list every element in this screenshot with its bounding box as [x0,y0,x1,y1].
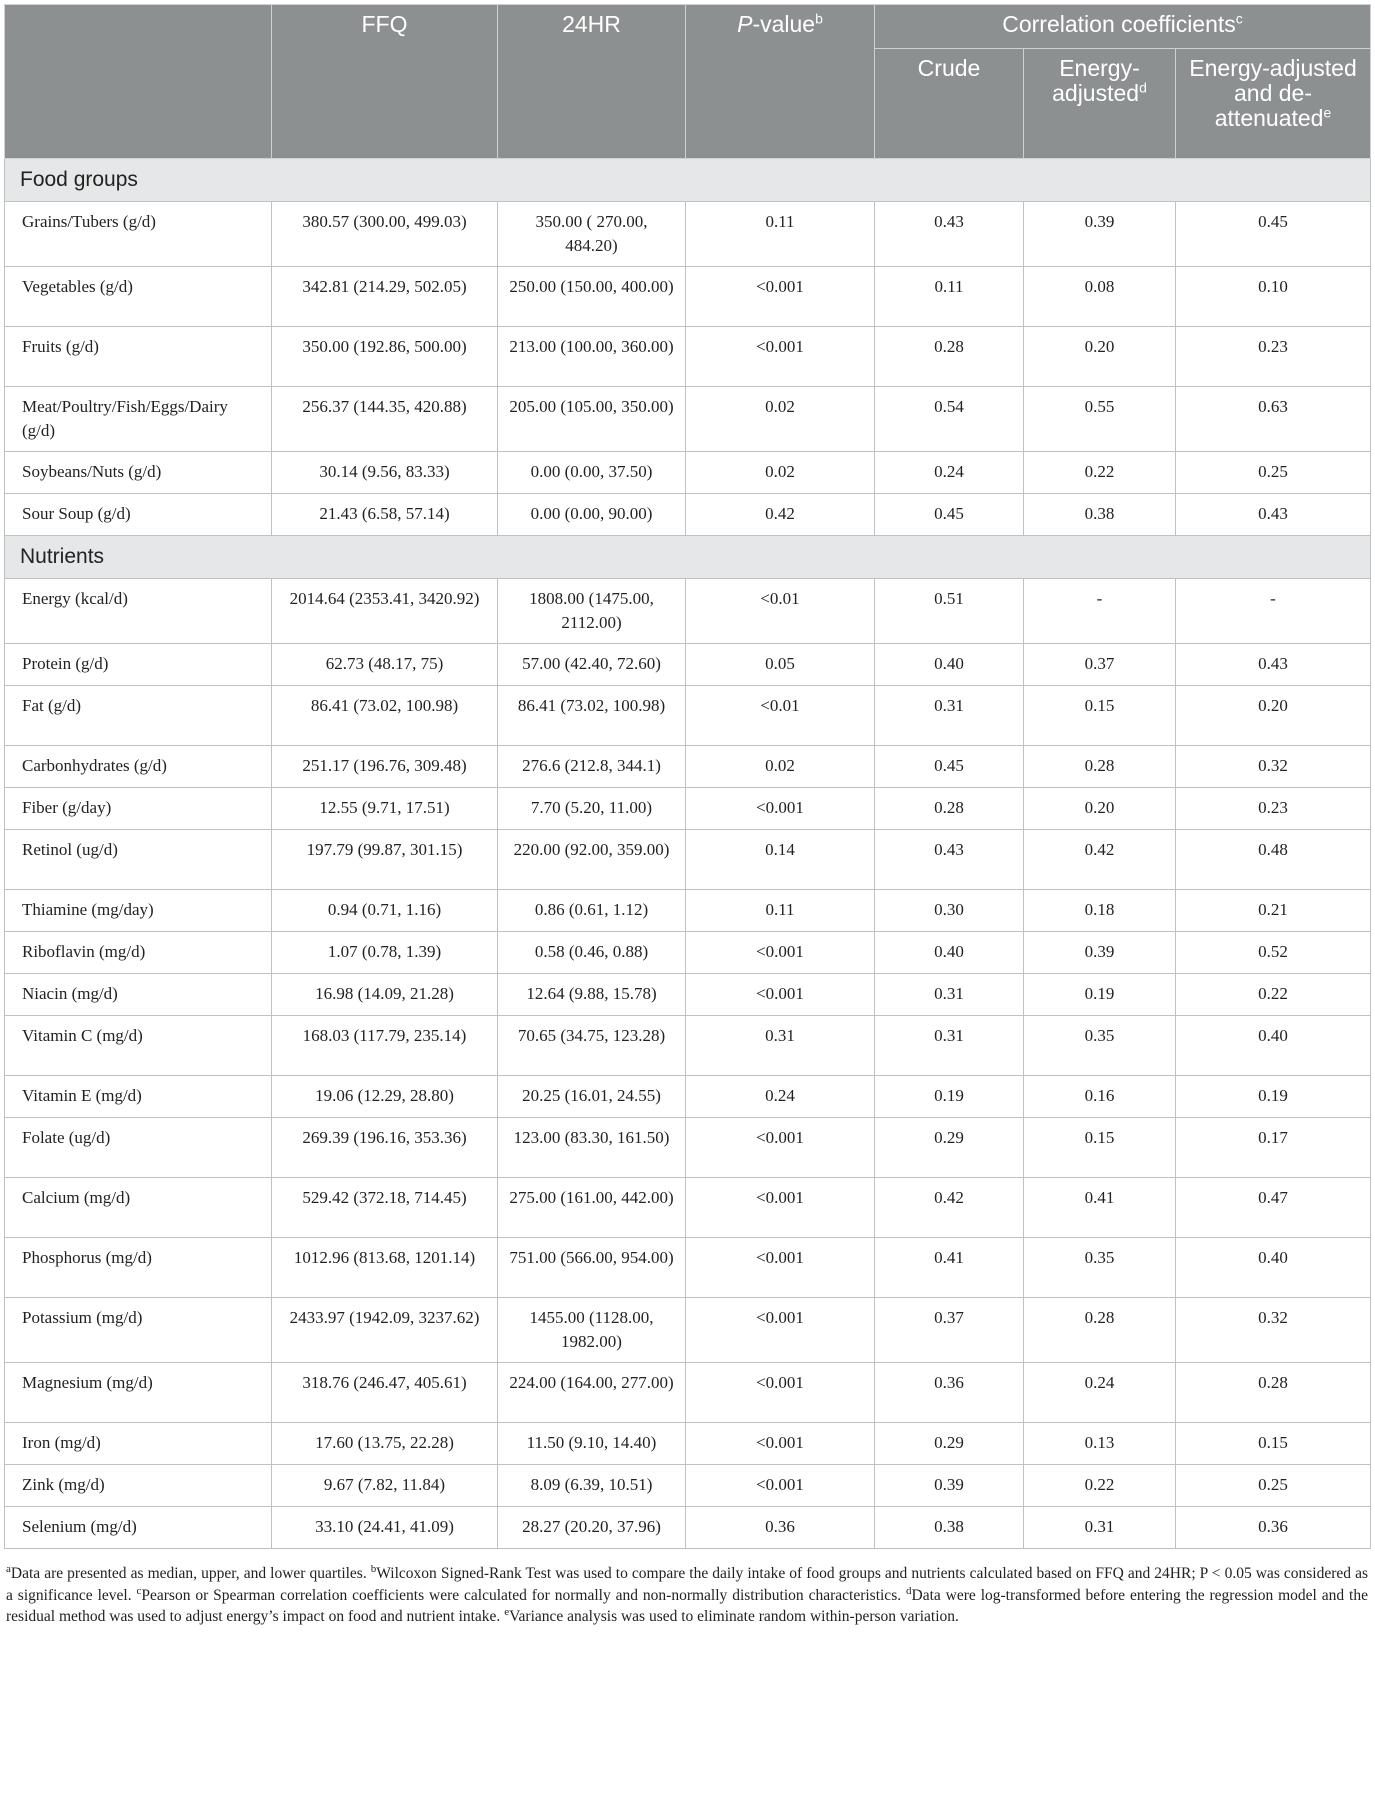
ffq-value: 9.67 (7.82, 11.84) [272,1465,498,1507]
energy-adjusted-coefficient: 0.31 [1024,1507,1176,1549]
24hr-value: 57.00 (42.40, 72.60) [498,644,686,686]
24hr-value: 350.00 ( 270.00, 484.20) [498,202,686,267]
ffq-value: 256.37 (144.35, 420.88) [272,387,498,452]
crude-coefficient: 0.11 [875,267,1024,327]
table-row [5,974,1371,1016]
row-label: Calcium (mg/d) [5,1178,272,1238]
section-row [5,536,1371,579]
table-row [5,1423,1371,1465]
header-correlation-label: Correlation coefficients [1002,11,1236,37]
energy-adjusted-coefficient: 0.16 [1024,1076,1176,1118]
p-value: <0.001 [686,1363,875,1423]
row-label: Thiamine (mg/day) [5,890,272,932]
table-row [5,830,1371,890]
crude-coefficient: 0.31 [875,1016,1024,1076]
row-label: Phosphorus (mg/d) [5,1238,272,1298]
table-row [5,890,1371,932]
24hr-value: 0.00 (0.00, 90.00) [498,494,686,536]
energy-adjusted-coefficient: 0.28 [1024,1298,1176,1363]
energy-adjusted-coefficient: 0.19 [1024,974,1176,1016]
header-p-rest: -value [752,11,816,37]
p-value: 0.31 [686,1016,875,1076]
24hr-value: 0.58 (0.46, 0.88) [498,932,686,974]
table-row [5,327,1371,387]
table-row [5,746,1371,788]
table-row [5,1178,1371,1238]
ffq-value: 19.06 (12.29, 28.80) [272,1076,498,1118]
crude-coefficient: 0.51 [875,579,1024,644]
header-energy-adjusted [1024,49,1176,159]
energy-adjusted-coefficient: - [1024,579,1176,644]
footnotes [4,1563,1370,1628]
header-crude: Crude [875,49,1024,159]
header-deattenuated-sup: e [1323,104,1332,121]
p-value: 0.11 [686,202,875,267]
24hr-value: 224.00 (164.00, 277.00) [498,1363,686,1423]
p-value: 0.05 [686,644,875,686]
crude-coefficient: 0.54 [875,387,1024,452]
24hr-value: 28.27 (20.20, 37.96) [498,1507,686,1549]
24hr-value: 250.00 (150.00, 400.00) [498,267,686,327]
ffq-value: 17.60 (13.75, 22.28) [272,1423,498,1465]
24hr-value: 12.64 (9.88, 15.78) [498,974,686,1016]
p-value: 0.02 [686,452,875,494]
deattenuated-coefficient: 0.63 [1176,387,1371,452]
table-row [5,494,1371,536]
table-row [5,1298,1371,1363]
p-value: <0.001 [686,1238,875,1298]
header-energy-adjusted-sup: d [1139,79,1147,96]
header-energy-adjusted-label: Energy-adjusted [1052,55,1140,106]
24hr-value: 205.00 (105.00, 350.00) [498,387,686,452]
p-value: <0.001 [686,1423,875,1465]
footnote-mark: a [6,1562,11,1575]
24hr-value: 1455.00 (1128.00, 1982.00) [498,1298,686,1363]
crude-coefficient: 0.29 [875,1118,1024,1178]
row-label: Retinol (ug/d) [5,830,272,890]
row-label: Fruits (g/d) [5,327,272,387]
crude-coefficient: 0.42 [875,1178,1024,1238]
24hr-value: 0.86 (0.61, 1.12) [498,890,686,932]
deattenuated-coefficient: 0.32 [1176,746,1371,788]
crude-coefficient: 0.28 [875,327,1024,387]
header-deattenuated-label: Energy-adjusted and de-attenuated [1189,55,1357,131]
table-container [4,4,1370,1628]
p-value: <0.01 [686,579,875,644]
ffq-value: 350.00 (192.86, 500.00) [272,327,498,387]
crude-coefficient: 0.45 [875,494,1024,536]
deattenuated-coefficient: 0.19 [1176,1076,1371,1118]
ffq-value: 342.81 (214.29, 502.05) [272,267,498,327]
deattenuated-coefficient: 0.45 [1176,202,1371,267]
header-deattenuated [1176,49,1371,159]
crude-coefficient: 0.45 [875,746,1024,788]
ffq-value: 16.98 (14.09, 21.28) [272,974,498,1016]
24hr-value: 20.25 (16.01, 24.55) [498,1076,686,1118]
row-label: Riboflavin (mg/d) [5,932,272,974]
row-label: Iron (mg/d) [5,1423,272,1465]
crude-coefficient: 0.37 [875,1298,1024,1363]
energy-adjusted-coefficient: 0.08 [1024,267,1176,327]
energy-adjusted-coefficient: 0.37 [1024,644,1176,686]
row-label: Grains/Tubers (g/d) [5,202,272,267]
energy-adjusted-coefficient: 0.41 [1024,1178,1176,1238]
24hr-value: 276.6 (212.8, 344.1) [498,746,686,788]
crude-coefficient: 0.36 [875,1363,1024,1423]
header-p-sup: b [815,10,823,27]
24hr-value: 11.50 (9.10, 14.40) [498,1423,686,1465]
ffq-value: 529.42 (372.18, 714.45) [272,1178,498,1238]
ffq-value: 21.43 (6.58, 57.14) [272,494,498,536]
crude-coefficient: 0.39 [875,1465,1024,1507]
row-label: Vitamin C (mg/d) [5,1016,272,1076]
table-row [5,1118,1371,1178]
p-value: 0.24 [686,1076,875,1118]
deattenuated-coefficient: 0.17 [1176,1118,1371,1178]
energy-adjusted-coefficient: 0.42 [1024,830,1176,890]
ffq-value: 1.07 (0.78, 1.39) [272,932,498,974]
table-row [5,452,1371,494]
deattenuated-coefficient: 0.52 [1176,932,1371,974]
24hr-value: 751.00 (566.00, 954.00) [498,1238,686,1298]
p-value: 0.42 [686,494,875,536]
ffq-value: 86.41 (73.02, 100.98) [272,686,498,746]
row-label: Protein (g/d) [5,644,272,686]
table-row [5,1016,1371,1076]
footnote-text: Wilcoxon Signed-Rank Test was used to compare the daily intake of food groups and nutrients calculated based on FFQ and 24HR; P < 0.05 was considered as a significance level. [6,1565,1368,1604]
crude-coefficient: 0.41 [875,1238,1024,1298]
section-title: Nutrients [5,536,1371,579]
crude-coefficient: 0.40 [875,644,1024,686]
crude-coefficient: 0.29 [875,1423,1024,1465]
header-p-value [686,5,875,159]
p-value: <0.001 [686,1118,875,1178]
p-value: 0.14 [686,830,875,890]
row-label: Fat (g/d) [5,686,272,746]
header-correlation [875,5,1371,49]
deattenuated-coefficient: 0.23 [1176,788,1371,830]
deattenuated-coefficient: 0.32 [1176,1298,1371,1363]
header-p-italic: P [737,11,753,37]
ffq-value: 2014.64 (2353.41, 3420.92) [272,579,498,644]
ffq-value: 0.94 (0.71, 1.16) [272,890,498,932]
table-row [5,267,1371,327]
table-row [5,932,1371,974]
ffq-value: 318.76 (246.47, 405.61) [272,1363,498,1423]
deattenuated-coefficient: - [1176,579,1371,644]
ffq-value: 30.14 (9.56, 83.33) [272,452,498,494]
ffq-value: 197.79 (99.87, 301.15) [272,830,498,890]
row-label: Sour Soup (g/d) [5,494,272,536]
energy-adjusted-coefficient: 0.18 [1024,890,1176,932]
p-value: <0.001 [686,1178,875,1238]
table-row [5,1465,1371,1507]
24hr-value: 7.70 (5.20, 11.00) [498,788,686,830]
p-value: <0.001 [686,1465,875,1507]
energy-adjusted-coefficient: 0.24 [1024,1363,1176,1423]
footnote-text: Data were log-transformed before entering the regression model and the residual method was used to adjust energy’s impact on food and nutrient intake. [6,1586,1368,1625]
deattenuated-coefficient: 0.21 [1176,890,1371,932]
energy-adjusted-coefficient: 0.13 [1024,1423,1176,1465]
energy-adjusted-coefficient: 0.39 [1024,202,1176,267]
table-row [5,686,1371,746]
row-label: Carbonhydrates (g/d) [5,746,272,788]
energy-adjusted-coefficient: 0.15 [1024,1118,1176,1178]
row-label: Soybeans/Nuts (g/d) [5,452,272,494]
crude-coefficient: 0.43 [875,830,1024,890]
table-row [5,202,1371,267]
crude-coefficient: 0.30 [875,890,1024,932]
table-header [5,5,1371,159]
deattenuated-coefficient: 0.48 [1176,830,1371,890]
row-label: Niacin (mg/d) [5,974,272,1016]
table-row [5,1363,1371,1423]
row-label: Potassium (mg/d) [5,1298,272,1363]
24hr-value: 70.65 (34.75, 123.28) [498,1016,686,1076]
row-label: Vitamin E (mg/d) [5,1076,272,1118]
ffq-value: 33.10 (24.41, 41.09) [272,1507,498,1549]
p-value: <0.001 [686,788,875,830]
section-row [5,159,1371,202]
header-correlation-sup: c [1235,10,1243,27]
p-value: <0.001 [686,267,875,327]
24hr-value: 220.00 (92.00, 359.00) [498,830,686,890]
deattenuated-coefficient: 0.25 [1176,452,1371,494]
24hr-value: 86.41 (73.02, 100.98) [498,686,686,746]
p-value: 0.02 [686,746,875,788]
table-row [5,1507,1371,1549]
row-label: Zink (mg/d) [5,1465,272,1507]
deattenuated-coefficient: 0.22 [1176,974,1371,1016]
deattenuated-coefficient: 0.15 [1176,1423,1371,1465]
24hr-value: 213.00 (100.00, 360.00) [498,327,686,387]
ffq-value: 62.73 (48.17, 75) [272,644,498,686]
footnote-text: Variance analysis was used to eliminate random within-person variation. [509,1608,959,1625]
energy-adjusted-coefficient: 0.55 [1024,387,1176,452]
header-blank [5,5,272,159]
24hr-value: 8.09 (6.39, 10.51) [498,1465,686,1507]
p-value: <0.001 [686,974,875,1016]
24hr-value: 275.00 (161.00, 442.00) [498,1178,686,1238]
row-label: Magnesium (mg/d) [5,1363,272,1423]
table-row [5,387,1371,452]
energy-adjusted-coefficient: 0.22 [1024,1465,1176,1507]
24hr-value: 1808.00 (1475.00, 2112.00) [498,579,686,644]
deattenuated-coefficient: 0.36 [1176,1507,1371,1549]
deattenuated-coefficient: 0.20 [1176,686,1371,746]
ffq-value: 251.17 (196.76, 309.48) [272,746,498,788]
deattenuated-coefficient: 0.43 [1176,644,1371,686]
table-row [5,1076,1371,1118]
validation-table [4,4,1371,1549]
deattenuated-coefficient: 0.28 [1176,1363,1371,1423]
row-label: Fiber (g/day) [5,788,272,830]
crude-coefficient: 0.31 [875,686,1024,746]
ffq-value: 2433.97 (1942.09, 3237.62) [272,1298,498,1363]
deattenuated-coefficient: 0.23 [1176,327,1371,387]
24hr-value: 0.00 (0.00, 37.50) [498,452,686,494]
p-value: <0.001 [686,327,875,387]
deattenuated-coefficient: 0.47 [1176,1178,1371,1238]
p-value: <0.01 [686,686,875,746]
24hr-value: 123.00 (83.30, 161.50) [498,1118,686,1178]
energy-adjusted-coefficient: 0.38 [1024,494,1176,536]
table-row [5,1238,1371,1298]
table-row [5,579,1371,644]
deattenuated-coefficient: 0.40 [1176,1238,1371,1298]
footnote-mark: d [906,1584,912,1597]
deattenuated-coefficient: 0.10 [1176,267,1371,327]
energy-adjusted-coefficient: 0.35 [1024,1238,1176,1298]
crude-coefficient: 0.43 [875,202,1024,267]
energy-adjusted-coefficient: 0.39 [1024,932,1176,974]
p-value: <0.001 [686,1298,875,1363]
deattenuated-coefficient: 0.40 [1176,1016,1371,1076]
footnote-text: Data are presented as median, upper, and lower quartiles. [10,1565,371,1582]
row-label: Energy (kcal/d) [5,579,272,644]
energy-adjusted-coefficient: 0.20 [1024,788,1176,830]
ffq-value: 269.39 (196.16, 353.36) [272,1118,498,1178]
ffq-value: 1012.96 (813.68, 1201.14) [272,1238,498,1298]
deattenuated-coefficient: 0.43 [1176,494,1371,536]
crude-coefficient: 0.40 [875,932,1024,974]
table-row [5,644,1371,686]
energy-adjusted-coefficient: 0.22 [1024,452,1176,494]
row-label: Vegetables (g/d) [5,267,272,327]
energy-adjusted-coefficient: 0.35 [1024,1016,1176,1076]
crude-coefficient: 0.28 [875,788,1024,830]
footnote-mark: b [370,1562,377,1575]
energy-adjusted-coefficient: 0.28 [1024,746,1176,788]
energy-adjusted-coefficient: 0.15 [1024,686,1176,746]
footnote-text: Pearson or Spearman correlation coefficients were calculated for normally and non-normally distribution characteristics. [141,1586,907,1604]
table-body [5,159,1371,1549]
deattenuated-coefficient: 0.25 [1176,1465,1371,1507]
ffq-value: 168.03 (117.79, 235.14) [272,1016,498,1076]
crude-coefficient: 0.19 [875,1076,1024,1118]
header-24hr: 24HR [498,5,686,159]
table-row [5,788,1371,830]
row-label: Folate (ug/d) [5,1118,272,1178]
energy-adjusted-coefficient: 0.20 [1024,327,1176,387]
footnote-mark: e [504,1605,510,1618]
section-title: Food groups [5,159,1371,202]
footnote-mark: c [136,1584,142,1597]
ffq-value: 12.55 (9.71, 17.51) [272,788,498,830]
p-value: 0.11 [686,890,875,932]
p-value: <0.001 [686,932,875,974]
p-value: 0.02 [686,387,875,452]
header-ffq: FFQ [272,5,498,159]
p-value: 0.36 [686,1507,875,1549]
crude-coefficient: 0.38 [875,1507,1024,1549]
crude-coefficient: 0.31 [875,974,1024,1016]
ffq-value: 380.57 (300.00, 499.03) [272,202,498,267]
row-label: Meat/Poultry/Fish/Eggs/Dairy (g/d) [5,387,272,452]
crude-coefficient: 0.24 [875,452,1024,494]
row-label: Selenium (mg/d) [5,1507,272,1549]
